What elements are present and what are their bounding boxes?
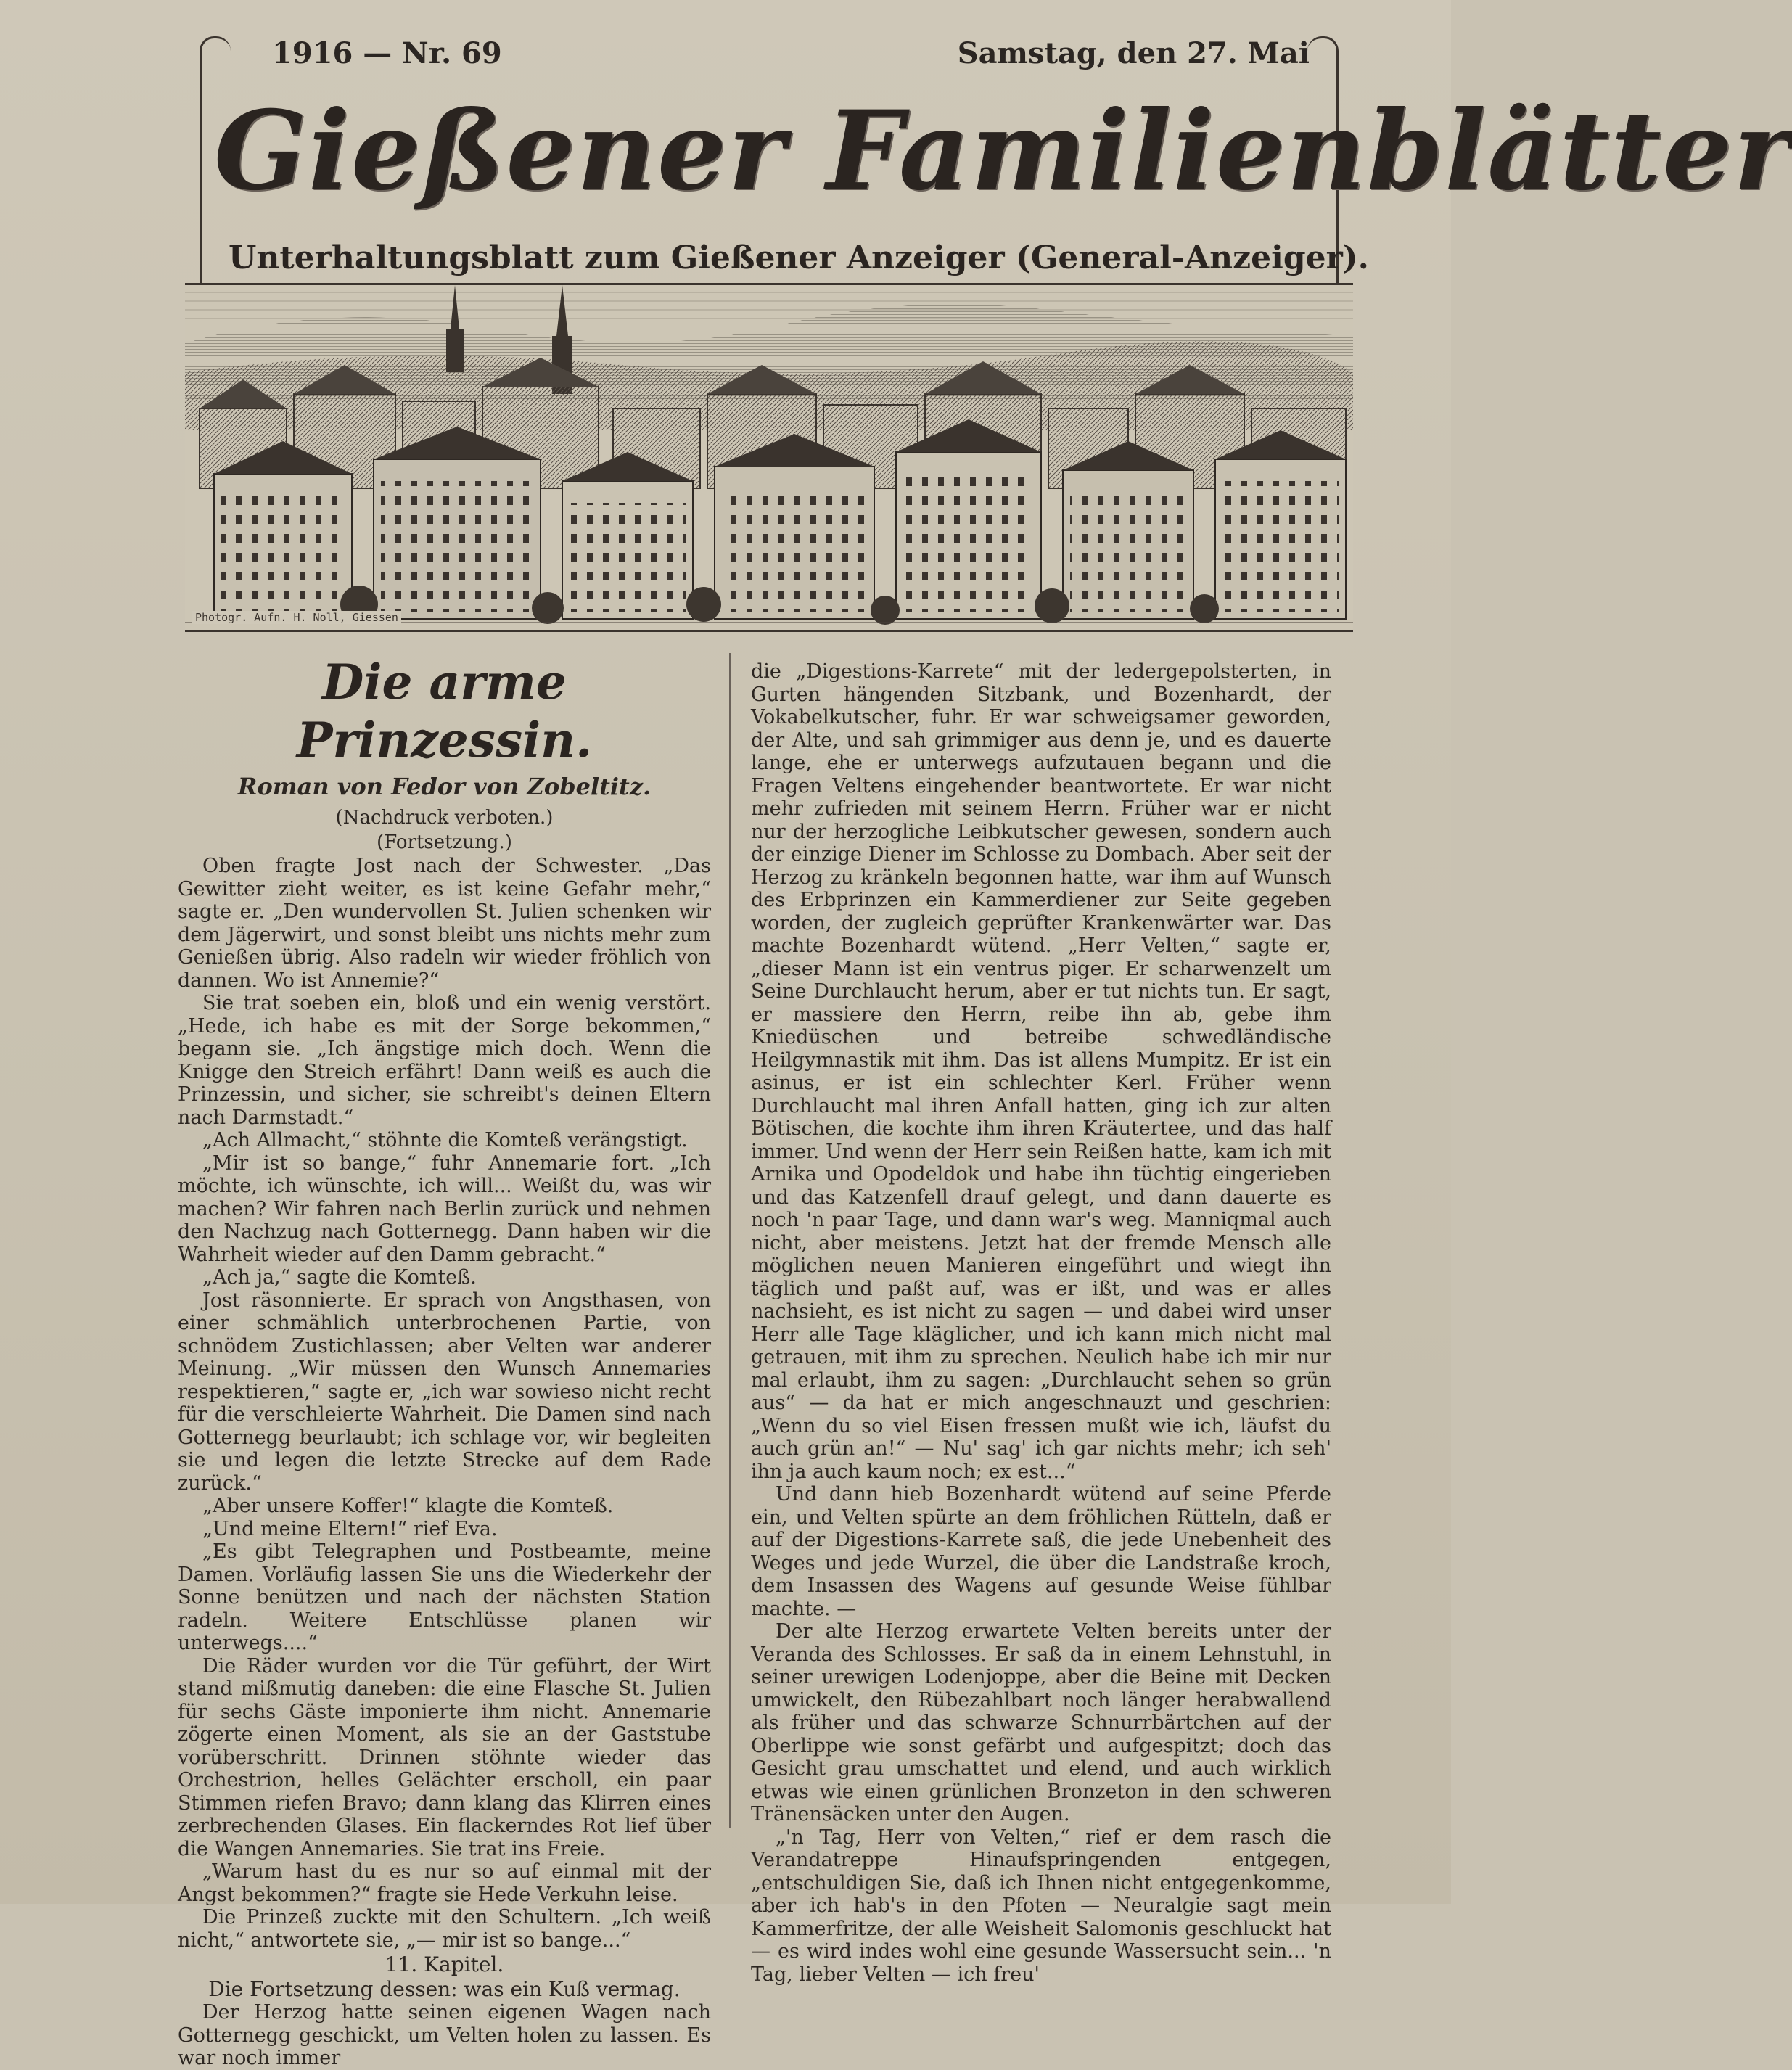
paragraph: Der alte Herzog erwartete Velten bereits unter der Veranda des Schlosses. Er saß da in einem Lehnstuhl, in seiner urewigen Lodenjoppe, aber die Beine mit Decken umwickelt, den Rübezahlbart noch länger herabwallend als früher und das schwarze Schnurrbärtchen auf der Oberlippe wie sonst gefärbt und aufgespitzt; doch das Gesicht grau umschattet und elend, und auch wirklich etwas wie einen grünlichen Bronzeton in den schweren Tränensäcken unter den Augen. (751, 1620, 1331, 1825)
paragraph: „Ach ja,“ sagte die Komteß. (202, 1266, 477, 1289)
reprint-notice: (Nachdruck verboten.) (335, 807, 554, 829)
article-byline: Roman von Fedor von Zobeltitz. (237, 773, 652, 800)
masthead (185, 22, 1792, 628)
paragraph: „Warum hast du es nur so auf einmal mit der Angst bekommen?“ fragte sie Hede Verkuhn leise. (178, 1860, 711, 1906)
continuation-note: (Fortsetzung.) (377, 831, 512, 853)
paragraph: „'n Tag, Herr von Velten,“ rief er dem rasch die Verandatreppe Hinaufspringenden entgegen, „entschuldigen Sie, daß ich Ihnen nicht entgegenkomme, aber ich hab's in den Pfoten — Neuralgie sagt mein Kammerfritze, der alle Weisheit Salomonis geschluckt hat — es wird indes wohl eine gesunde Wassersucht sein... 'n Tag, lieber Velten — ich freu' (751, 1825, 1331, 1986)
paragraph: „Und meine Eltern!“ rief Eva. (202, 1517, 498, 1540)
newspaper-title: Gießener Familienblätter (214, 87, 1792, 215)
issue-date: Samstag, den 27. Mai (957, 36, 1310, 70)
paragraph: Die Räder wurden vor die Tür geführt, der Wirt stand mißmutig daneben: die eine Flasche St. Julien für sechs Gäste imponierte ihm nicht. Annemarie zögerte einen Moment, als sie an der Gaststube vorüberschritt. Drinnen stöhnte wieder das Orchestrion, helles Gelächter erscholl, ein paar Stimmen riefen Bravo; dann klang das Klirren eines zerbrechenden Glases. Ein flackerndes Rot lief über die Wangen Annemaries. Sie trat ins Freie. (178, 1654, 711, 1860)
newspaper-subtitle: Unterhaltungsblatt zum Gießener Anzeiger (General-Anzeiger). (229, 239, 1369, 276)
chapter-subtitle: Die Fortsetzung dessen: was ein Kuß vermag. (208, 1977, 681, 2001)
paragraph: Die Prinzeß zuckte mit den Schultern. „Ich weiß nicht,“ antwortete sie, „— mir ist so bange...“ (178, 1906, 711, 1952)
town-illustration (185, 283, 1353, 632)
column-rule (729, 653, 731, 1828)
town-illustration-svg (185, 285, 1353, 630)
photo-credit: Photogr. Aufn. H. Noll, Giessen (192, 611, 401, 624)
paragraph: „Ach Allmacht,“ stöhnte die Komteß verängstigt. (202, 1129, 688, 1151)
paragraph: Sie trat soeben ein, bloß und ein wenig verstört. „Hede, ich habe es mit der Sorge bekommen,“ begann sie. „Ich ängstige mich doch. Wenn die Knigge den Streich erfährt! Dann weiß es auch die Prinzessin, und sicher, sie schreibt's deinen Eltern nach Darmstadt.“ (178, 992, 711, 1129)
paragraph: Oben fragte Jost nach der Schwester. „Das Gewitter zieht weiter, es ist keine Gefahr mehr,“ sagte er. „Den wundervollen St. Julien schenken wir dem Jägerwirt, und sonst bleibt uns nichts mehr zum Genießen übrig. Also radeln wir wieder fröhlich von dannen. Wo ist Annemie?“ (178, 855, 711, 992)
right-column (751, 660, 1331, 1986)
paragraph: Und dann hieb Bozenhardt wütend auf seine Pferde ein, und Velten spürte an dem fröhlichen Rütteln, daß er auf der Digestions-Karrete saß, die jede Unebenheit des Weges und jede Wurzel, die über die Landstraße kroch, dem Insassen des Wagens auf gesunde Weise fühlbar machte. — (751, 1483, 1331, 1620)
paragraph: „Mir ist so bange,“ fuhr Annemarie fort. „Ich möchte, ich wünschte, ich will... Weißt du, was wir machen? Wir fahren nach Berlin zurück und nehmen den Nachzug nach Gotternegg. Dann haben wir die Wahrheit wieder auf den Damm gebracht.“ (178, 1151, 711, 1266)
chapter-heading: 11. Kapitel. (385, 1952, 504, 1976)
paragraph: „Es gibt Telegraphen und Postbeamte, meine Damen. Vorläufig lassen Sie uns die Wiederkehr der Sonne benützen und nach der nächsten Station radeln. Weitere Entschlüsse planen wir unterwegs....“ (178, 1540, 711, 1654)
paragraph: „Aber unsere Koffer!“ klagte die Komteß. (202, 1495, 614, 1517)
issue-number: 1916 — Nr. 69 (272, 36, 502, 70)
left-column (178, 653, 711, 2069)
paragraph: Jost räsonnierte. Er sprach von Angsthasen, von einer schmählich unterbrochenen Partie, von schnödem Zustichlassen; aber Velten war anderer Meinung. „Wir müssen den Wunsch Annemaries respektieren,“ sagte er, „ich war sowieso nicht recht für die verschleierte Wahrheit. Die Damen sind nach Gotternegg beurlaubt; ich schlage vor, wir begleiten sie und legen die letzte Strecke auf dem Rade zurück.“ (178, 1289, 711, 1495)
article-headline: Die arme Prinzessin. (296, 654, 593, 768)
paragraph: die „Digestions-Karrete“ mit der ledergepolsterten, in Gurten hängenden Sitzbank, und Bozenhardt, der Vokabelkutscher, fuhr. Er war schweigsamer geworden, der Alte, und sah grimmiger aus denn je, und es dauerte lange, ehe er unterwegs aufzutauen begann und die Fragen Veltens eingehender beantwortete. Er war nicht mehr zufrieden mit seinem Herrn. Früher war er nicht nur der herzogliche Leibkutscher gewesen, sondern auch der einzige Diener im Schlosse zu Dombach. Aber seit der Herzog zu kränkeln begonnen hatte, war ihm auf Wunsch des Erbprinzen ein Kammerdiener zur Seite gegeben worden, der zugleich geprüfter Krankenwärter war. Das machte Bozenhardt wütend. „Herr Velten,“ sagte er, „dieser Mann ist ein ventrus piger. Er scharwenzelt um Seine Durchlaucht herum, aber er tut nichts tun. Er sagt, er massiere den Herrn, reibe ihn ab, gebe ihm Kniedüschen und betreibe schwedländische Heilgymnastik mit ihm. Das ist allens Mumpitz. Er ist ein asinus, er ist ein schlechter Kerl. Früher wenn Durchlaucht mal ihren Anfall hatten, ging ich zur alten Bötischen, die kochte ihm ihren Kräutertee, und das half immer. Und wenn der Herr sein Reißen hatte, kam ich mit Arnika und Opodeldok und habe ihn tüchtig eingerieben und das Katzenfell drauf gelegt, und dann dauerte es noch 'n paar Tage, und dann war's weg. Manniqmal auch nicht, aber meistens. Jetzt hat der fremde Mensch alle möglichen neuen Manieren eingeführt und wiegt ihn täglich und paßt auf, was er ißt, und was er alles nachsieht, es ist nicht zu sagen — und dabei wird unser Herr alle Tage kläglicher, und ich kann mich nicht mal getrauen, mit ihm zu sprechen. Neulich habe ich mir nur mal erlaubt, ihm zu sagen: „Durchlaucht sehen so grün aus“ — da hat er mich angeschnauzt und geschrien: „Wenn du so viel Eisen fressen mußt wie ich, läufst du auch grün an!“ — Nu' sag' ich gar nichts mehr; ich seh' ihn ja auch kaum noch; ex est...“ (751, 660, 1331, 1483)
paragraph: Der Herzog hatte seinen eigenen Wagen nach Gotternegg geschickt, um Velten holen zu lassen. Es war noch immer (178, 2001, 711, 2069)
